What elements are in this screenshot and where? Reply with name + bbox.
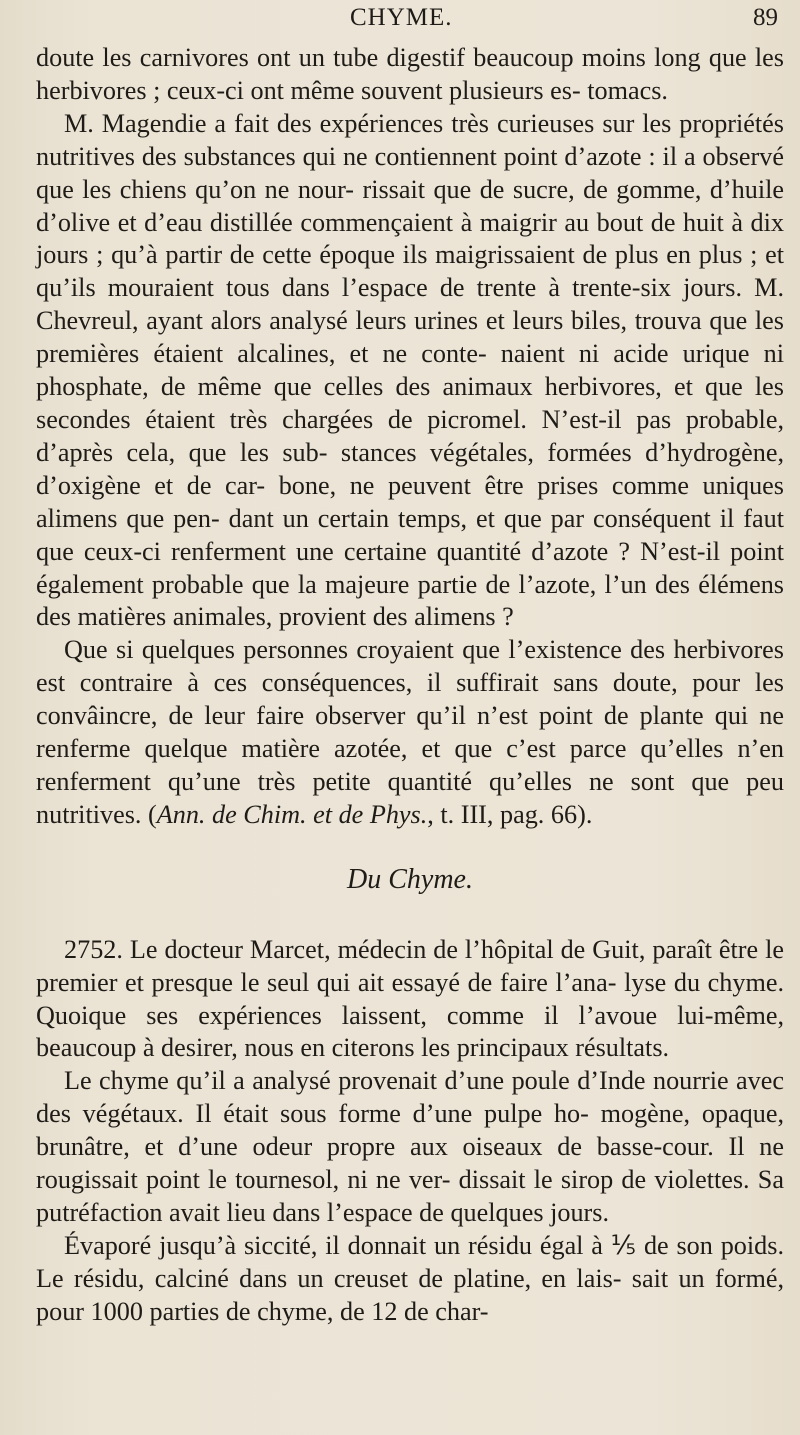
paragraph-1: doute les carnivores ont un tube digestif beaucoup moins long que les herbivores ; ceux-ci ont même souvent plusieurs es- tomacs.: [36, 43, 784, 105]
paragraph-2: M. Magendie a fait des expériences très curieuses sur les propriétés nutritives des substances qui ne contiennent point d’azote : il a observé que les chiens qu’on ne nour- rissait que de sucre, de gomme, d’huile d’olive et d’eau distillée commençaient à maigrir au bout de huit à dix jours ; qu’à partir de cette époque ils maigrissaient de plus en plus ; et qu’ils mouraient tous dans l’espace de trente à trente-six jours. M. Chevreul, ayant alors analysé leurs urines et leurs biles, trouva que les premières étaient alcalines, et ne conte- naient ni acide urique ni phosphate, de même que celles des animaux herbivores, et que les secondes étaient très chargées de picromel. N’est-il pas probable, d’après cela, que les sub- stances végétales, formées d’hydrogène, d’oxigène et de car- bone, ne peuvent être prises comme uniques alimens que pen- dant un certain temps, et que par conséquent il faut que ceux-ci renferment une certaine quantité d’azote ? N’est-il point également probable que la majeure partie de l’azote, l’un des élémens des matières animales, provient des alimens ?: [36, 108, 784, 632]
reference-details: , t. III, pag. 66).: [427, 799, 593, 829]
paragraph-4: 2752. Le docteur Marcet, médecin de l’hôpital de Guit, paraît être le premier et presque le seul qui ait essayé de faire l’ana- lyse du chyme. Quoique ses expériences laissent, comme il l’avoue lui-même, beaucoup à desirer, nous en citerons les principaux résultats.: [36, 934, 784, 1063]
page-number: 89: [753, 4, 778, 31]
running-title: CHYME.: [350, 4, 453, 31]
paragraph-6: Évaporé jusqu’à siccité, il donnait un résidu égal à ⅕ de son poids. Le résidu, calciné dans un creuset de platine, en lais- sait un formé, pour 1000 parties de chyme, de 12 de char-: [36, 1230, 784, 1326]
body-text: [36, 42, 784, 1329]
journal-reference: Ann. de Chim. et de Phys.: [156, 799, 428, 829]
paragraph-5: Le chyme qu’il a analysé provenait d’une poule d’Inde nourrie avec des végétaux. Il était sous forme d’une pulpe ho- mogène, opaque, brunâtre, et d’une odeur propre aux oiseaux de basse-cour. Il ne rougissait point le tournesol, ni ne ver- dissait le sirop de violettes. Sa putréfaction avait lieu dans l’espace de quelques jours.: [36, 1066, 784, 1227]
paragraph-3: [36, 634, 784, 831]
paragraph-3-text: Que si quelques personnes croyaient que l’existence des herbivores est contraire à ces conséquences, il suffirait sans doute, pour les convâincre, de leur faire observer qu’il n’est point de plante qui ne renferme quelque matière azotée, et que c’est parce qu’elles n’en renferment qu’une très petite quantité qu’elles ne sont que peu nutritives. (: [36, 635, 784, 829]
page-header: [0, 2, 800, 42]
section-title: Du Chyme.: [347, 863, 473, 895]
